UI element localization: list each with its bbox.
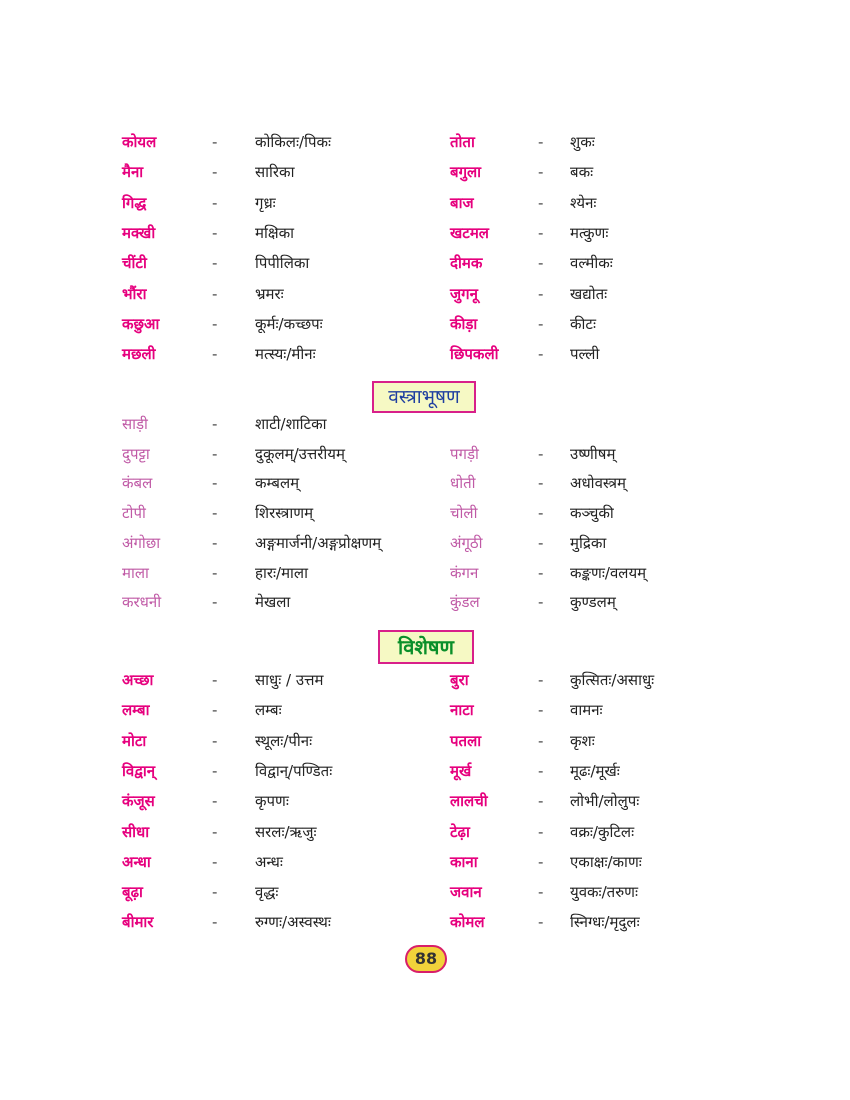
dash-separator: - — [212, 284, 218, 303]
sanskrit-word: सरलः/ऋजुः — [255, 822, 317, 841]
sanskrit-word: वामनः — [570, 701, 603, 720]
dash-separator: - — [538, 254, 544, 273]
vocab-row — [0, 499, 850, 527]
hindi-word: कछुआ — [122, 314, 160, 333]
dash-separator: - — [212, 254, 218, 273]
vocab-row — [0, 280, 850, 308]
vocab-row — [0, 666, 850, 694]
dash-separator: - — [538, 701, 544, 720]
hindi-word: दुपट्टा — [122, 444, 150, 463]
dash-separator: - — [538, 345, 544, 364]
dash-separator: - — [538, 133, 544, 151]
dash-separator: - — [538, 913, 544, 932]
sanskrit-word: खद्योतः — [570, 284, 608, 303]
vocab-row — [0, 440, 850, 468]
vocab-row — [0, 219, 850, 247]
dash-separator: - — [212, 731, 218, 750]
hindi-word: कंजूस — [122, 792, 155, 811]
hindi-word: तोता — [450, 133, 475, 151]
sanskrit-word: स्निग्धः/मृदुलः — [570, 913, 640, 932]
dash-separator: - — [538, 444, 544, 463]
sanskrit-word: मूढः/मूर्खः — [570, 761, 620, 780]
hindi-word: कोमल — [450, 913, 485, 932]
vocab-row — [0, 878, 850, 906]
sanskrit-word: कृपणः — [255, 792, 289, 811]
dash-separator: - — [538, 504, 544, 523]
vocab-row — [0, 158, 850, 186]
dash-separator: - — [212, 883, 218, 902]
hindi-word: दीमक — [450, 254, 483, 273]
dash-separator: - — [212, 671, 218, 689]
dash-separator: - — [212, 822, 218, 841]
sanskrit-word: कञ्चुकी — [570, 504, 614, 523]
sanskrit-word: पल्ली — [570, 345, 600, 364]
hindi-word: टेढ़ा — [450, 822, 470, 841]
dash-separator: - — [538, 193, 544, 212]
dash-separator: - — [212, 314, 218, 333]
sanskrit-word: शाटी/शाटिका — [255, 415, 327, 433]
vocab-row — [0, 340, 850, 368]
dash-separator: - — [212, 133, 218, 151]
sanskrit-word: वक्रः/कुटिलः — [570, 822, 635, 841]
dash-separator: - — [538, 761, 544, 780]
hindi-word: सीधा — [122, 822, 150, 841]
dash-separator: - — [538, 163, 544, 182]
dash-separator: - — [212, 504, 218, 523]
vocab-row — [0, 848, 850, 876]
hindi-word: चींटी — [122, 254, 147, 273]
hindi-word: पगड़ी — [450, 444, 479, 463]
page-number: 88 — [405, 945, 447, 973]
dash-separator: - — [212, 593, 218, 612]
hindi-word: लम्बा — [122, 701, 150, 720]
hindi-word: अच्छा — [122, 671, 154, 689]
hindi-word: कोयल — [122, 133, 157, 151]
sanskrit-word: वृद्धः — [255, 883, 279, 902]
dash-separator: - — [212, 193, 218, 212]
sanskrit-word: कुण्डलम् — [570, 593, 616, 612]
sanskrit-word: अन्धः — [255, 852, 283, 871]
sanskrit-word: बकः — [570, 163, 594, 182]
sanskrit-word: मेखला — [255, 593, 291, 612]
dash-separator: - — [538, 822, 544, 841]
hindi-word: बीमार — [122, 913, 154, 932]
hindi-word: अंगोछा — [122, 533, 161, 552]
hindi-word: खटमल — [450, 223, 489, 242]
dash-separator: - — [538, 533, 544, 552]
sanskrit-word: अङ्गमार्जनी/अङ्गप्रोक्षणम् — [255, 533, 382, 552]
dash-separator: - — [212, 563, 218, 582]
sanskrit-word: हारः/माला — [255, 563, 308, 582]
vocab-row — [0, 249, 850, 277]
hindi-word: मछली — [122, 345, 156, 364]
sanskrit-word: अधोवस्त्रम् — [570, 474, 626, 493]
dash-separator: - — [538, 474, 544, 493]
sanskrit-word: गृध्रः — [255, 193, 276, 212]
sanskrit-word: लोभी/लोलुपः — [570, 792, 640, 811]
hindi-word: बगुला — [450, 163, 482, 182]
vocab-row — [0, 189, 850, 217]
vocab-row — [0, 696, 850, 724]
dash-separator: - — [212, 701, 218, 720]
hindi-word: साड़ी — [122, 415, 148, 433]
sanskrit-word: कूर्मः/कच्छपः — [255, 314, 323, 333]
vocab-row — [0, 727, 850, 755]
sanskrit-word: वल्मीकः — [570, 254, 613, 273]
vocab-row — [0, 908, 850, 936]
sanskrit-word: भ्रमरः — [255, 284, 284, 303]
dash-separator: - — [538, 284, 544, 303]
sanskrit-word: मुद्रिका — [570, 533, 607, 552]
sanskrit-word: सारिका — [255, 163, 295, 182]
hindi-word: टोपी — [122, 504, 146, 523]
sanskrit-word: शिरस्त्राणम् — [255, 504, 314, 523]
vocab-row — [0, 310, 850, 338]
dash-separator: - — [212, 852, 218, 871]
dash-separator: - — [538, 852, 544, 871]
vocab-row — [0, 529, 850, 557]
sanskrit-word: मत्कुणः — [570, 223, 609, 242]
hindi-word: विद्वान् — [122, 761, 156, 780]
hindi-word: चोली — [450, 504, 478, 523]
sanskrit-word: शुकः — [570, 133, 595, 151]
hindi-word: माला — [122, 563, 149, 582]
hindi-word: कंबल — [122, 474, 153, 493]
section-heading-clothing: वस्त्राभूषण — [372, 381, 476, 413]
vocab-row — [0, 818, 850, 846]
hindi-word: बुरा — [450, 671, 469, 689]
hindi-word: अंगूठी — [450, 533, 483, 552]
hindi-word: कुंडल — [450, 593, 480, 612]
dash-separator: - — [538, 314, 544, 333]
hindi-word: बूढ़ा — [122, 883, 143, 902]
hindi-word: भौंरा — [122, 284, 147, 303]
hindi-word: अन्धा — [122, 852, 151, 871]
dash-separator: - — [212, 163, 218, 182]
sanskrit-word: कीटः — [570, 314, 596, 333]
vocab-row — [0, 410, 850, 438]
sanskrit-word: रुग्णः/अस्वस्थः — [255, 913, 331, 932]
hindi-word: धोती — [450, 474, 476, 493]
vocab-row — [0, 469, 850, 497]
hindi-word: जुगनू — [450, 284, 478, 303]
hindi-word: कंगन — [450, 563, 479, 582]
hindi-word: लालची — [450, 792, 488, 811]
sanskrit-word: कृशः — [570, 731, 595, 750]
dash-separator: - — [212, 474, 218, 493]
sanskrit-word: मक्षिका — [255, 223, 295, 242]
dash-separator: - — [538, 223, 544, 242]
vocab-row — [0, 588, 850, 616]
dash-separator: - — [538, 792, 544, 811]
hindi-word: मूर्ख — [450, 761, 472, 780]
dash-separator: - — [212, 415, 218, 433]
hindi-word: छिपकली — [450, 345, 499, 364]
vocab-row — [0, 757, 850, 785]
dash-separator: - — [538, 883, 544, 902]
hindi-word: मोटा — [122, 731, 147, 750]
dash-separator: - — [538, 593, 544, 612]
hindi-word: गिद्ध — [122, 193, 147, 212]
vocab-row — [0, 128, 850, 156]
hindi-word: जवान — [450, 883, 482, 902]
dash-separator: - — [212, 761, 218, 780]
sanskrit-word: साधुः / उत्तम — [255, 671, 324, 689]
dash-separator: - — [212, 792, 218, 811]
section-heading-adjectives: विशेषण — [378, 630, 474, 664]
sanskrit-word: श्येनः — [570, 193, 597, 212]
hindi-word: मैना — [122, 163, 144, 182]
sanskrit-word: विद्वान्/पण्डितः — [255, 761, 333, 780]
sanskrit-word: लम्बः — [255, 701, 282, 720]
sanskrit-word: दुकूलम्/उत्तरीयम् — [255, 444, 345, 463]
sanskrit-word: युवकः/तरुणः — [570, 883, 639, 902]
dash-separator: - — [538, 671, 544, 689]
hindi-word: करधनी — [122, 593, 162, 612]
dash-separator: - — [212, 913, 218, 932]
dash-separator: - — [538, 563, 544, 582]
hindi-word: मक्खी — [122, 223, 156, 242]
sanskrit-word: कोकिलः/पिकः — [255, 133, 332, 151]
hindi-word: नाटा — [450, 701, 474, 720]
dash-separator: - — [538, 731, 544, 750]
hindi-word: काना — [450, 852, 478, 871]
vocab-row — [0, 559, 850, 587]
sanskrit-word: कङ्कणः/वलयम् — [570, 563, 647, 582]
dash-separator: - — [212, 345, 218, 364]
sanskrit-word: कम्बलम् — [255, 474, 300, 493]
vocab-row — [0, 787, 850, 815]
sanskrit-word: उष्णीषम् — [570, 444, 616, 463]
hindi-word: कीड़ा — [450, 314, 478, 333]
sanskrit-word: कुत्सितः/असाधुः — [570, 671, 655, 689]
dash-separator: - — [212, 444, 218, 463]
hindi-word: पतला — [450, 731, 482, 750]
sanskrit-word: स्थूलः/पीनः — [255, 731, 313, 750]
sanskrit-word: मत्स्यः/मीनः — [255, 345, 316, 364]
hindi-word: बाज — [450, 193, 474, 212]
sanskrit-word: एकाक्षः/काणः — [570, 852, 642, 871]
dash-separator: - — [212, 223, 218, 242]
dash-separator: - — [212, 533, 218, 552]
sanskrit-word: पिपीलिका — [255, 254, 310, 273]
